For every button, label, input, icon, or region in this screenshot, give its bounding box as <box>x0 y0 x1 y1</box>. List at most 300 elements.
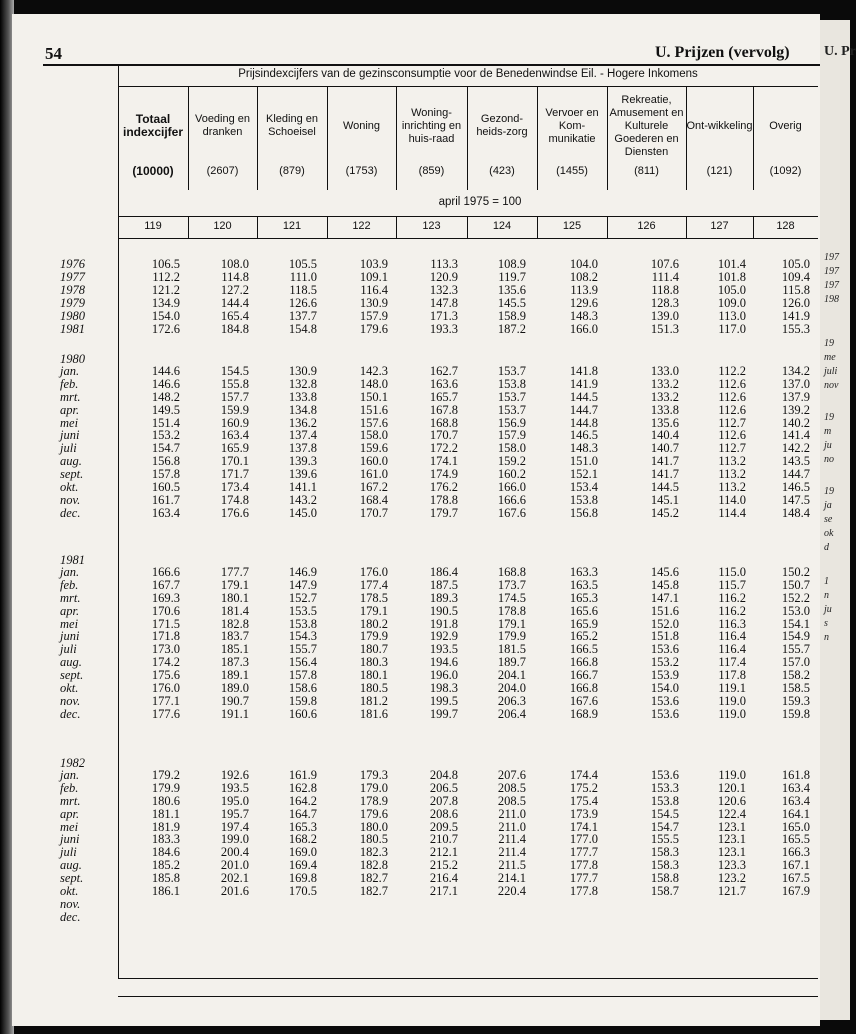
rule-line <box>118 996 818 997</box>
table-cell: 179.7 <box>429 505 458 520</box>
table-row <box>0 297 820 309</box>
table-cell: 181.1 <box>151 806 180 821</box>
table-cell: 144.7 <box>569 402 598 417</box>
table-cell: 153.7 <box>497 363 526 378</box>
table-cell: 211.0 <box>498 806 526 821</box>
table-cell: 164.2 <box>288 793 317 808</box>
table-cell: 169.3 <box>151 590 180 605</box>
table-row <box>0 859 820 871</box>
column-weight: (1092) <box>769 165 802 177</box>
table-cell: 171.3 <box>429 308 458 323</box>
table-cell: 112.6 <box>718 376 746 391</box>
table-row <box>0 442 820 454</box>
table-cell: 134.2 <box>781 363 810 378</box>
table-cell: 175.2 <box>569 780 598 795</box>
table-row <box>0 682 820 694</box>
row-label: 1981 <box>60 321 85 336</box>
table-cell: 165.6 <box>569 603 598 618</box>
table-cell: 157.0 <box>781 655 810 670</box>
table-cell: 116.2 <box>718 590 746 605</box>
table-cell: 165.7 <box>429 389 458 404</box>
adjacent-page-fragment: me <box>824 352 836 363</box>
table-cell: 186.1 <box>151 884 180 898</box>
table-cell: 159.3 <box>781 693 810 708</box>
table-cell: 201.0 <box>220 858 249 873</box>
table-cell: 167.5 <box>781 871 810 886</box>
row-label: jan. <box>60 363 80 378</box>
row-label: dec. <box>60 505 81 520</box>
row-label: aug. <box>60 655 82 670</box>
table-cell: 123.1 <box>717 845 746 860</box>
table-cell: 163.3 <box>569 564 598 579</box>
column-header <box>537 93 607 178</box>
row-label: nov. <box>60 896 81 911</box>
table-cell: 112.7 <box>718 415 746 430</box>
column-code: 126 <box>637 220 656 232</box>
table-cell: 137.4 <box>288 428 317 443</box>
table-row <box>0 404 820 416</box>
table-cell: 117.4 <box>718 655 746 670</box>
table-cell: 208.5 <box>497 793 526 808</box>
table-cell: 108.9 <box>497 257 526 271</box>
table-cell: 129.6 <box>569 295 598 310</box>
table-cell: 166.6 <box>151 564 180 579</box>
rule-line <box>118 978 818 979</box>
column-label: Gezond-heids-zorg <box>476 113 528 138</box>
table-cell: 173.4 <box>220 480 249 494</box>
table-cell: 133.0 <box>650 363 679 378</box>
column-weight: (10000) <box>132 164 174 178</box>
table-cell: 157.9 <box>497 428 526 443</box>
table-cell: 161.9 <box>288 767 317 782</box>
table-cell: 155.5 <box>650 832 679 847</box>
table-row <box>0 507 820 519</box>
column-header <box>753 93 818 178</box>
adjacent-page-fragment: 198 <box>824 294 839 305</box>
table-cell: 145.6 <box>650 564 679 579</box>
page-number: 54 <box>45 44 62 63</box>
adjacent-page-fragment: 19 <box>824 486 834 497</box>
table-cell: 170.7 <box>429 428 458 443</box>
column-code: 127 <box>710 220 729 232</box>
table-cell: 155.7 <box>781 642 810 657</box>
adjacent-page-fragment: d <box>824 542 829 553</box>
table-row <box>0 656 820 668</box>
table-cell: 140.4 <box>650 428 679 443</box>
table-cell: 204.1 <box>497 668 526 683</box>
table-cell: 152.7 <box>288 590 317 605</box>
table-cell: 155.7 <box>288 642 317 657</box>
adjacent-page-fragment: ju <box>824 604 832 615</box>
table-cell: 167.6 <box>569 693 598 708</box>
table-cell: 112.2 <box>718 363 746 378</box>
table-cell: 179.9 <box>359 629 388 644</box>
table-cell: 181.4 <box>220 603 249 618</box>
table-row <box>0 911 820 923</box>
table-cell: 211.0 <box>498 819 526 834</box>
table-cell: 176.0 <box>151 681 180 695</box>
table-cell: 150.2 <box>781 564 810 579</box>
table-cell: 167.2 <box>359 480 388 494</box>
rule-line <box>118 238 818 239</box>
column-header <box>396 93 467 178</box>
table-cell: 148.2 <box>151 389 180 404</box>
table-cell: 169.4 <box>288 858 317 873</box>
table-cell: 185.8 <box>151 871 180 886</box>
row-label: juli <box>60 441 77 456</box>
table-cell: 147.9 <box>288 577 317 592</box>
table-cell: 142.2 <box>781 441 810 456</box>
adjacent-page-fragment: 19 <box>824 338 834 349</box>
table-cell: 158.3 <box>650 858 679 873</box>
adjacent-page-fragment: s <box>824 618 828 629</box>
table-cell: 139.3 <box>288 454 317 469</box>
table-cell: 157.7 <box>220 389 249 404</box>
table-cell: 182.7 <box>359 871 388 886</box>
table-cell: 179.1 <box>497 616 526 631</box>
table-cell: 158.8 <box>650 871 679 886</box>
table-cell: 165.9 <box>220 441 249 456</box>
table-cell: 145.0 <box>288 505 317 520</box>
table-cell: 151.6 <box>359 402 388 417</box>
table-cell: 154.0 <box>650 681 679 695</box>
row-label: mrt. <box>60 389 81 404</box>
table-cell: 126.6 <box>288 295 317 310</box>
table-cell: 189.0 <box>220 681 249 695</box>
table-row <box>0 391 820 403</box>
adjacent-page-fragment: nov <box>824 380 839 391</box>
table-cell: 170.1 <box>220 454 249 469</box>
table-cell: 153.6 <box>650 693 679 708</box>
table-cell: 194.6 <box>429 655 458 670</box>
table-cell: 156.9 <box>497 415 526 430</box>
table-row <box>0 630 820 642</box>
table-cell: 134.9 <box>151 295 180 310</box>
table-cell: 130.9 <box>359 295 388 310</box>
table-cell: 159.6 <box>359 441 388 456</box>
table-cell: 168.8 <box>497 564 526 579</box>
table-cell: 153.6 <box>650 642 679 657</box>
table-cell: 119.1 <box>718 681 746 695</box>
table-cell: 195.0 <box>220 793 249 808</box>
table-cell: 176.0 <box>359 564 388 579</box>
row-label: juni <box>60 832 80 847</box>
table-cell: 166.0 <box>569 321 598 336</box>
table-row <box>0 592 820 604</box>
adjacent-page-fragment: juli <box>824 366 838 377</box>
table-cell: 204.0 <box>497 681 526 695</box>
index-base-note: april 1975 = 100 <box>438 196 522 208</box>
table-cell: 123.1 <box>717 832 746 847</box>
table-cell: 165.5 <box>781 832 810 847</box>
table-cell: 132.8 <box>288 376 317 391</box>
table-cell: 146.5 <box>781 480 810 494</box>
column-header <box>118 93 188 178</box>
row-label: sept. <box>60 668 84 683</box>
table-cell: 105.5 <box>288 257 317 271</box>
table-cell: 111.4 <box>651 269 679 284</box>
page-title: U. Prijzen (vervolg) <box>655 44 790 61</box>
table-cell: 206.3 <box>497 693 526 708</box>
table-cell: 191.8 <box>429 616 458 631</box>
adjacent-page-fragment: 1 <box>824 576 829 587</box>
table-cell: 167.9 <box>781 884 810 898</box>
table-cell: 130.9 <box>288 363 317 378</box>
table-cell: 200.4 <box>220 845 249 860</box>
table-cell: 141.1 <box>288 480 317 494</box>
table-cell: 181.5 <box>497 642 526 657</box>
table-cell: 141.8 <box>569 363 598 378</box>
table-cell: 123.1 <box>717 819 746 834</box>
table-cell: 144.6 <box>151 363 180 378</box>
table-cell: 115.7 <box>718 577 746 592</box>
table-cell: 134.8 <box>288 402 317 417</box>
table-cell: 165.4 <box>220 308 249 323</box>
table-cell: 151.6 <box>650 603 679 618</box>
table-cell: 151.0 <box>569 454 598 469</box>
table-cell: 116.4 <box>360 282 388 297</box>
adjacent-page-fragment: 197 <box>824 252 839 263</box>
adjacent-page-fragment: ok <box>824 528 834 539</box>
table-cell: 143.5 <box>781 454 810 469</box>
adjacent-page-fragment: se <box>824 514 833 525</box>
adjacent-page-fragment: 19 <box>824 412 834 423</box>
table-cell: 156.8 <box>569 505 598 520</box>
table-cell: 175.6 <box>151 668 180 683</box>
table-cell: 153.8 <box>569 492 598 507</box>
table-cell: 190.7 <box>220 693 249 708</box>
table-cell: 153.9 <box>650 668 679 683</box>
row-label: apr. <box>60 603 80 618</box>
table-cell: 198.3 <box>429 681 458 695</box>
column-code: 125 <box>562 220 582 232</box>
column-weight: (811) <box>634 165 659 177</box>
table-cell: 165.3 <box>569 590 598 605</box>
table-row <box>0 885 820 897</box>
column-label: Totaal indexcijfer <box>122 112 184 139</box>
table-caption: Prijsindexcijfers van de gezinsconsumptie voor de Benedenwindse Eil. - Hogere Inkomens <box>238 68 698 80</box>
row-label: 1977 <box>60 269 85 284</box>
row-label: mei <box>60 616 79 631</box>
table-cell: 119.0 <box>718 706 746 721</box>
table-cell: 166.8 <box>569 681 598 695</box>
table-cell: 165.3 <box>288 819 317 834</box>
table-cell: 117.0 <box>718 321 746 336</box>
table-cell: 108.2 <box>569 269 598 284</box>
table-cell: 119.7 <box>498 269 526 284</box>
table-cell: 153.0 <box>781 603 810 618</box>
table-cell: 104.0 <box>569 257 598 271</box>
table-row <box>0 708 820 720</box>
table-cell: 180.6 <box>151 793 180 808</box>
table-cell: 177.0 <box>569 832 598 847</box>
table-cell: 171.7 <box>220 467 249 482</box>
table-cell: 168.4 <box>359 492 388 507</box>
table-cell: 105.0 <box>781 257 810 271</box>
table-cell: 163.4 <box>151 505 180 520</box>
table-row <box>0 271 820 283</box>
row-label: sept. <box>60 871 84 886</box>
table-cell: 144.4 <box>220 295 249 310</box>
column-weight: (879) <box>279 165 305 177</box>
table-cell: 155.8 <box>220 376 249 391</box>
table-cell: 178.8 <box>497 603 526 618</box>
table-cell: 116.4 <box>718 629 746 644</box>
row-label: feb. <box>60 780 79 795</box>
adjacent-page-fragment: ja <box>824 500 832 511</box>
table-cell: 158.7 <box>650 884 679 898</box>
row-label: feb. <box>60 577 79 592</box>
table-row <box>0 898 820 910</box>
table-cell: 162.7 <box>429 363 458 378</box>
row-label: okt. <box>60 681 79 695</box>
table-row <box>0 605 820 617</box>
table-cell: 164.7 <box>288 806 317 821</box>
table-row <box>0 258 820 270</box>
table-cell: 162.8 <box>288 780 317 795</box>
table-cell: 199.5 <box>429 693 458 708</box>
table-cell: 176.2 <box>429 480 458 494</box>
table-row <box>0 821 820 833</box>
row-label: okt. <box>60 884 79 898</box>
table-cell: 197.4 <box>220 819 249 834</box>
table-cell: 115.8 <box>782 282 810 297</box>
table-cell: 158.6 <box>288 681 317 695</box>
table-cell: 177.7 <box>569 871 598 886</box>
table-cell: 166.6 <box>497 492 526 507</box>
table-cell: 211.5 <box>498 858 526 873</box>
table-cell: 174.8 <box>220 492 249 507</box>
table-cell: 139.6 <box>288 467 317 482</box>
table-cell: 153.2 <box>650 655 679 670</box>
table-cell: 141.9 <box>781 308 810 323</box>
column-weight: (859) <box>418 165 445 177</box>
table-cell: 165.0 <box>781 819 810 834</box>
table-cell: 137.7 <box>288 308 317 323</box>
table-cell: 175.4 <box>569 793 598 808</box>
table-cell: 152.0 <box>650 616 679 631</box>
table-row <box>0 579 820 591</box>
table-cell: 165.2 <box>569 629 598 644</box>
table-cell: 206.5 <box>429 780 458 795</box>
table-cell: 172.2 <box>429 441 458 456</box>
table-cell: 141.9 <box>569 376 598 391</box>
table-cell: 189.7 <box>497 655 526 670</box>
table-cell: 192.9 <box>429 629 458 644</box>
table-cell: 120.6 <box>717 793 746 808</box>
table-cell: 189.3 <box>429 590 458 605</box>
table-cell: 159.9 <box>220 402 249 417</box>
row-label: juli <box>60 845 77 860</box>
column-weight: (423) <box>489 165 515 177</box>
table-cell: 166.7 <box>569 668 598 683</box>
table-cell: 157.6 <box>359 415 388 430</box>
table-cell: 121.2 <box>151 282 180 297</box>
table-cell: 147.1 <box>650 590 679 605</box>
table-cell: 158.9 <box>497 308 526 323</box>
column-code: 128 <box>776 220 795 232</box>
table-cell: 180.3 <box>359 655 388 670</box>
table-cell: 112.6 <box>718 428 746 443</box>
table-cell: 154.8 <box>288 321 317 336</box>
table-cell: 168.2 <box>288 832 317 847</box>
table-cell: 180.1 <box>359 668 388 683</box>
table-row <box>0 769 820 781</box>
table-cell: 173.7 <box>497 577 526 592</box>
table-cell: 179.2 <box>151 767 180 782</box>
table-cell: 133.2 <box>650 389 679 404</box>
table-row <box>0 494 820 506</box>
table-cell: 133.2 <box>650 376 679 391</box>
column-label: Woning <box>342 119 381 132</box>
table-cell: 123.3 <box>717 858 746 873</box>
table-row <box>0 417 820 429</box>
table-cell: 159.8 <box>781 706 810 721</box>
table-cell: 154.1 <box>781 616 810 631</box>
table-cell: 158.3 <box>650 845 679 860</box>
table-cell: 146.6 <box>151 376 180 391</box>
table-cell: 150.7 <box>781 577 810 592</box>
table-cell: 167.1 <box>781 858 810 873</box>
table-cell: 137.8 <box>288 441 317 456</box>
table-cell: 143.2 <box>288 492 317 507</box>
table-cell: 139.2 <box>781 402 810 417</box>
table-cell: 183.7 <box>220 629 249 644</box>
table-cell: 144.7 <box>781 467 810 482</box>
table-row <box>0 378 820 390</box>
table-cell: 184.8 <box>220 321 249 336</box>
table-cell: 158.0 <box>359 428 388 443</box>
table-cell: 136.2 <box>288 415 317 430</box>
column-code: 121 <box>282 220 302 232</box>
table-cell: 154.3 <box>288 629 317 644</box>
table-row <box>0 695 820 707</box>
table-cell: 101.8 <box>717 269 746 284</box>
column-label: Overig <box>769 119 802 132</box>
row-label: apr. <box>60 402 80 417</box>
table-cell: 181.6 <box>359 706 388 721</box>
table-cell: 161.8 <box>781 767 810 782</box>
table-row <box>0 618 820 630</box>
table-cell: 158.2 <box>781 668 810 683</box>
table-cell: 195.7 <box>220 806 249 821</box>
table-cell: 147.8 <box>429 295 458 310</box>
table-cell: 115.0 <box>718 564 746 579</box>
table-cell: 153.8 <box>497 376 526 391</box>
table-cell: 178.9 <box>359 793 388 808</box>
table-cell: 118.8 <box>651 282 679 297</box>
row-label: mrt. <box>60 793 81 808</box>
column-label: Woning-inrichting en huis-raad <box>401 106 462 145</box>
column-weight: (121) <box>706 165 733 177</box>
table-row <box>0 566 820 578</box>
table-cell: 113.2 <box>718 454 746 469</box>
column-label: Vervoer en Kom-munikatie <box>545 106 599 145</box>
table-cell: 186.4 <box>429 564 458 579</box>
adjacent-page-fragment: n <box>824 590 829 601</box>
table-cell: 167.6 <box>497 505 526 520</box>
table-cell: 126.0 <box>781 295 810 310</box>
row-label: apr. <box>60 806 80 821</box>
table-cell: 153.6 <box>650 706 679 721</box>
column-code: 124 <box>492 220 512 232</box>
table-cell: 190.5 <box>429 603 458 618</box>
table-cell: 153.8 <box>288 616 317 631</box>
table-cell: 112.2 <box>152 269 180 284</box>
table-cell: 114.4 <box>718 505 746 520</box>
table-cell: 137.0 <box>781 376 810 391</box>
group-title: 1982 <box>60 756 85 770</box>
